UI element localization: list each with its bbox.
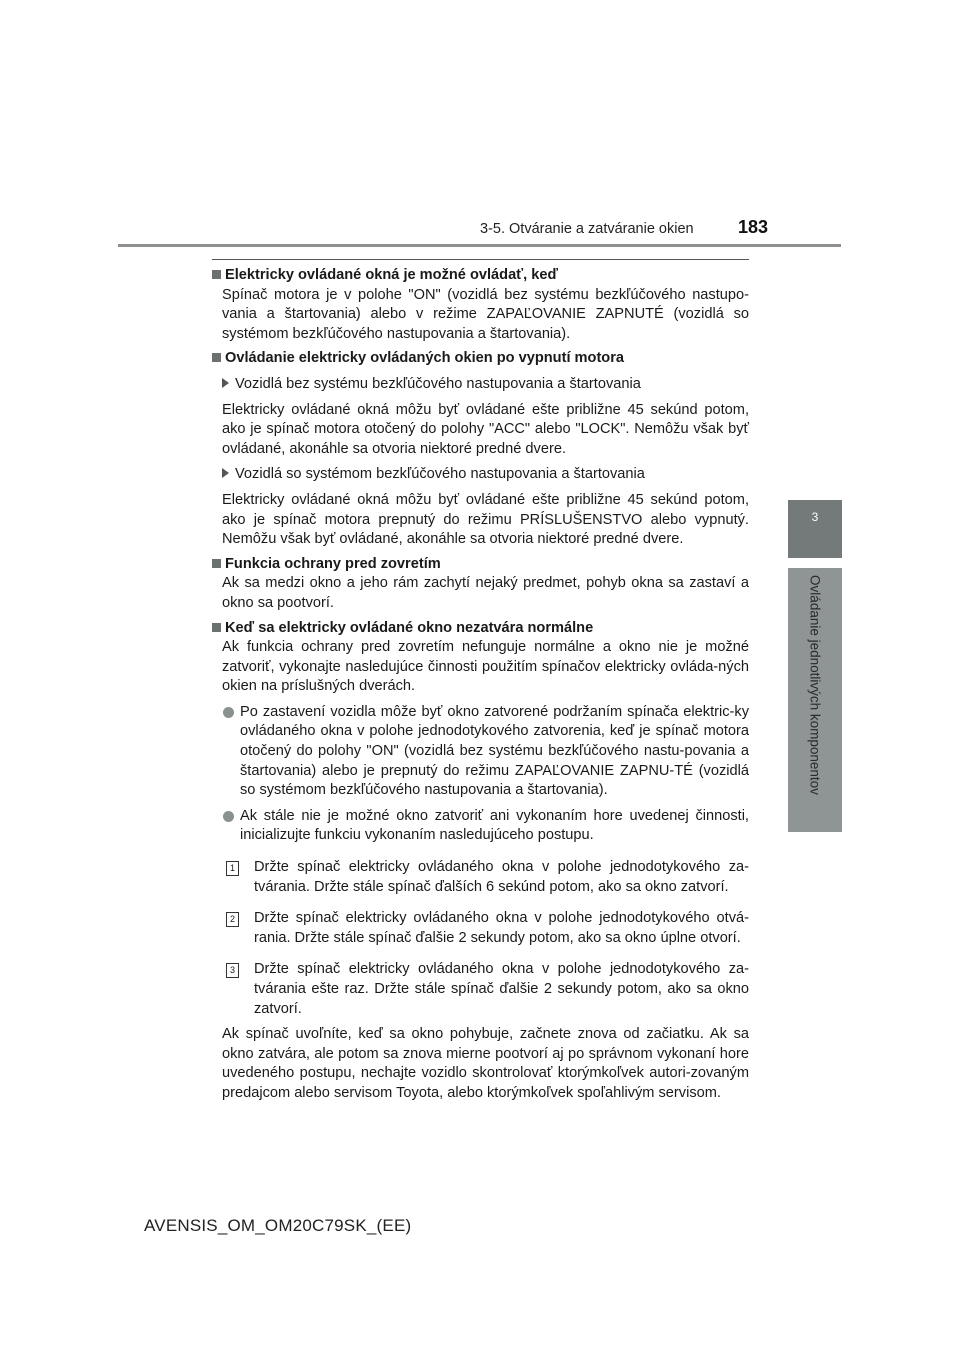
- content-divider: [212, 259, 749, 260]
- square-bullet-icon: [212, 623, 221, 632]
- heading-jam-protection: Funkcia ochrany pred zovretím: [212, 555, 749, 575]
- paragraph: Spínač motora je v polohe "ON" (vozidlá bez systému bezkľúčového nastupo-vania a štartovania) alebo v režime ZAPAĽOVANIE ZAPNUTÉ (vozidlá so systémom bezkľúčového nastupovania a štartovania).: [222, 286, 749, 342]
- paragraph: Ak sa medzi okno a jeho rám zachytí nejaký predmet, pohyb okna sa zastaví a okno sa pootvorí.: [222, 575, 749, 611]
- square-bullet-icon: [212, 559, 221, 568]
- square-bullet-icon: [212, 270, 221, 279]
- heading-window-operation: Elektricky ovládané okná je možné ovládať, keď: [212, 266, 749, 286]
- step-item: 1 Držte spínač elektricky ovládaného okna v polohe jednodotykového za-tvárania. Držte stále spínač ďalších 6 sekúnd potom, ako sa okno zatvorí.: [212, 858, 749, 897]
- step-number: 2: [226, 912, 239, 927]
- paragraph: Ak spínač uvoľníte, keď sa okno pohybuje, začnete znova od začiatku. Ak sa okno zatvára, ale potom sa znova mierne pootvorí aj po správnom vykonaní hore uvedeného postupu, nechajte vozidlo skontrolovať ktorýmkoľvek autori-zovaným predajcom alebo servisom Toyota, alebo ktorýmkoľvek spoľahlivým servisom.: [222, 1026, 749, 1101]
- heading-window-not-closing: Keď sa elektricky ovládané okno nezatvára normálne: [212, 619, 749, 639]
- step-item: 2 Držte spínač elektricky ovládaného okna v polohe jednodotykového otvá-rania. Držte stále spínač ďalšie 2 sekundy potom, ako sa okno úplne otvorí.: [212, 909, 749, 948]
- paragraph: Ak funkcia ochrany pred zovretím nefunguje normálne a okno nie je možné zatvoriť, vykonajte nasledujúce činnosti použitím spínačov elektricky ovláda-ných okien na príslušných dverách.: [222, 639, 749, 695]
- list-item: Po zastavení vozidla môže byť okno zatvorené podržaním spínača elektric-ky ovládaného okna v polohe jednodotykového zatvorenia, keď je spínač motora otočený do polohy "ON" (vozidlá bez systému bezkľúčového nastu-povania a štartovania) alebo je prepnutý do režimu ZAPAĽOVANIE ZAPNU-TÉ (vozidlá so systémom bezkľúčového nastupovania a štartovania).: [212, 703, 749, 801]
- square-bullet-icon: [212, 353, 221, 362]
- triangle-bullet-icon: [222, 468, 229, 478]
- chapter-tab-title: Ovládanie jednotlivých komponentov: [807, 575, 823, 795]
- chapter-tab-number: 3: [788, 500, 842, 558]
- circle-bullet-icon: [223, 811, 234, 822]
- paragraph: Elektricky ovládané okná môžu byť ovládané ešte približne 45 sekúnd potom, ako je spínač motora otočený do polohy "ACC" alebo "LOCK". Nemôžu však byť ovládané, akonáhle sa otvoria niektoré predné dvere.: [222, 401, 749, 457]
- header-divider: [118, 244, 841, 247]
- step-item: 3 Držte spínač elektricky ovládaného okna v polohe jednodotykového za-tvárania ešte raz. Držte stále spínač ďalšie 2 sekundy potom, ako sa okno zatvorí.: [212, 960, 749, 1019]
- subheading: Vozidlá bez systému bezkľúčového nastupovania a štartovania: [212, 375, 749, 395]
- page-number: 183: [738, 217, 769, 237]
- triangle-bullet-icon: [222, 378, 229, 388]
- step-number: 3: [226, 963, 239, 978]
- list-item: Ak stále nie je možné okno zatvoriť ani vykonaním hore uvedenej činnosti, inicializujte funkciu vykonaním nasledujúceho postupu.: [212, 807, 749, 846]
- step-number: 1: [226, 861, 239, 876]
- circle-bullet-icon: [223, 707, 234, 718]
- subheading: Vozidlá so systémom bezkľúčového nastupovania a štartovania: [212, 465, 749, 485]
- chapter-tab-separator: [788, 558, 842, 568]
- section-title: 3-5. Otváranie a zatváranie okien: [480, 221, 694, 237]
- paragraph: Elektricky ovládané okná môžu byť ovládané ešte približne 45 sekúnd potom, ako je spínač motora prepnutý do režimu PRÍSLUŠENSTVO alebo vypnutý. Nemôžu však byť ovládané, akonáhle sa otvoria niektoré predné dvere.: [222, 491, 749, 548]
- page-content: [212, 266, 749, 1104]
- document-code: AVENSIS_OM_OM20C79SK_(EE): [144, 1216, 412, 1235]
- heading-after-engine-off: Ovládanie elektricky ovládaných okien po vypnutí motora: [212, 349, 749, 369]
